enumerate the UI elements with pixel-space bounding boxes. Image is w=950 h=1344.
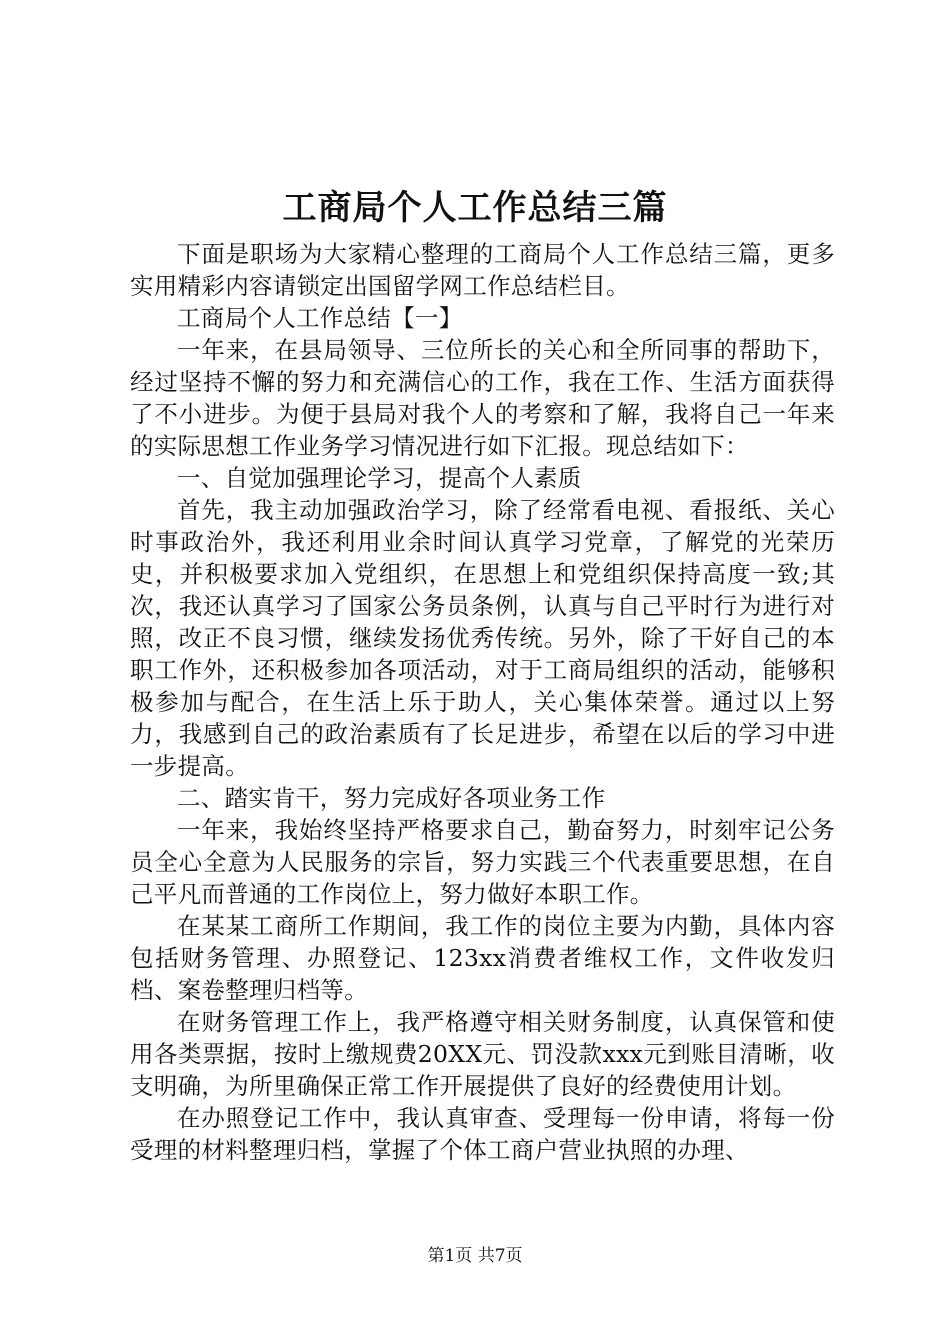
paragraph: 一年来，在县局领导、三位所长的关心和全所同事的帮助下，经过坚持不懈的努力和充满信心的工作，我在工作、生活方面获得了不小进步。为便于县局对我个人的考察和了解，我将自己一年来的实际思想工作业务学习情况进行如下汇报。现总结如下： [130, 336, 835, 460]
paragraph: 在办照登记工作中，我认真审查、受理每一份申请，将每一份受理的材料整理归档，掌握了个体工商户营业执照的办理、 [130, 1104, 835, 1164]
subheading-theory-study: 一、自觉加强理论学习，提高个人素质 [177, 464, 582, 492]
document-title: 工商局个人工作总结三篇 [282, 188, 668, 228]
paragraph: 首先，我主动加强政治学习，除了经常看电视、看报纸、关心时事政治外，我还利用业余时间认真学习党章，了解党的光荣历史，并积极要求加入党组织，在思想上和党组织保持高度一致;其次，我还认真学习了国家公务员条例，认真与自己平时行为进行对照，改正不良习惯，继续发扬优秀传统。另外，除了干好自己的本职工作外，还积极参加各项活动，对于工商局组织的活动，能够积极参加与配合，在生活上乐于助人，关心集体荣誉。通过以上努力，我感到自己的政治素质有了长足进步，希望在以后的学习中进一步提高。 [130, 496, 835, 780]
section-heading-one: 工商局个人工作总结【一】 [177, 304, 463, 332]
paragraph: 在财务管理工作上，我严格遵守相关财务制度，认真保管和使用各类票据，按时上缴规费20XX元、罚没款xxx元到账目清晰，收支明确，为所里确保正常工作开展提供了良好的经费使用计划。 [130, 1008, 835, 1100]
page-footer: 第1页 共7页 [427, 1246, 523, 1266]
subheading-business-work: 二、踏实肯干，努力完成好各项业务工作 [177, 784, 606, 812]
paragraph: 在某某工商所工作期间，我工作的岗位主要为内勤，具体内容包括财务管理、办照登记、123xx消费者维权工作，文件收发归档、案卷整理归档等。 [130, 912, 835, 1004]
paragraph-intro: 下面是职场为大家精心整理的工商局个人工作总结三篇，更多实用精彩内容请锁定出国留学网工作总结栏目。 [130, 240, 835, 300]
paragraph: 一年来，我始终坚持严格要求自己，勤奋努力，时刻牢记公务员全心全意为人民服务的宗旨，努力实践三个代表重要思想，在自己平凡而普通的工作岗位上，努力做好本职工作。 [130, 816, 835, 908]
document-body [130, 238, 835, 1166]
